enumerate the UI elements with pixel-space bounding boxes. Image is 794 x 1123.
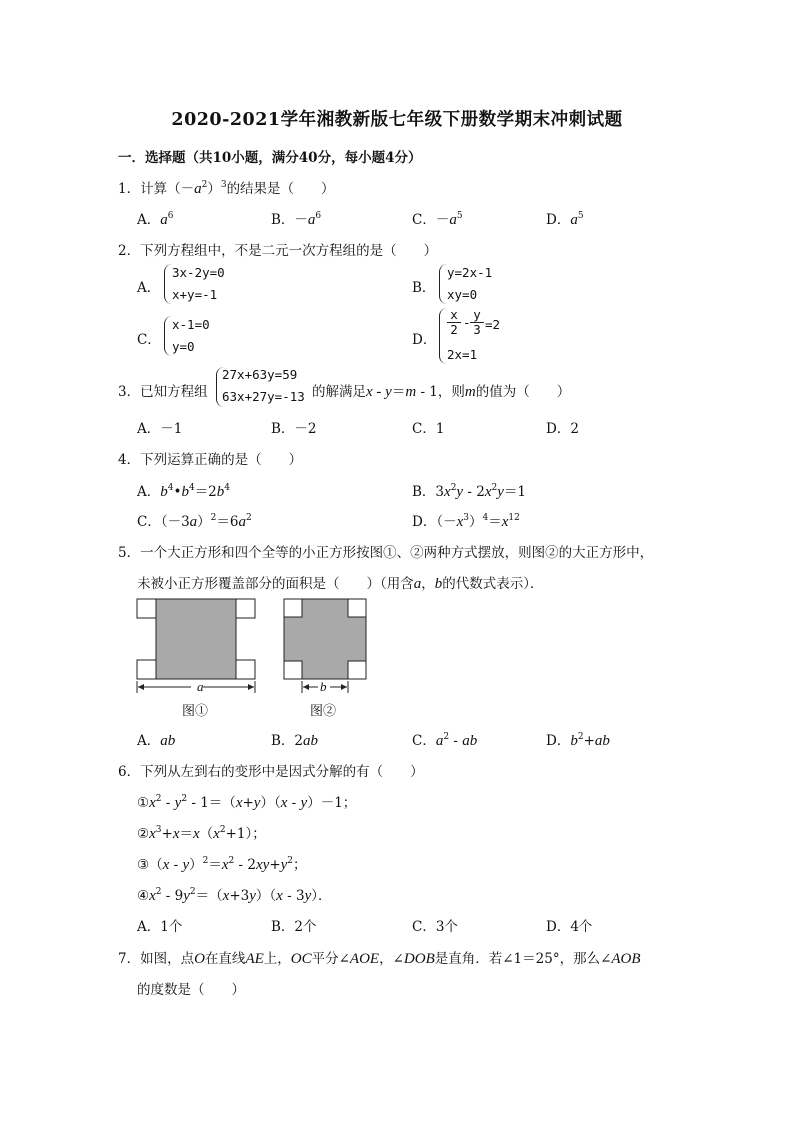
q6-item-1: $①x^2 - y^2 - 1=(x+y)(x - y)-1$；: [137, 794, 357, 811]
page-title: 2020-2021学年湘教新版七年级下册数学期末冲刺试题: [171, 110, 623, 130]
q5-fig2-caption: 图②: [310, 704, 337, 719]
q3-pre: 3．已知方程组: [118, 384, 208, 400]
q3-post-a: 的解满足: [312, 384, 366, 400]
frac-den: 2: [447, 322, 461, 337]
q1-exp-3: 3: [220, 180, 227, 190]
q2-d-frac1: [447, 308, 461, 337]
q3-line1: 27x+63y=59: [222, 367, 298, 382]
q2-a-line2: x+y=-1: [172, 287, 218, 302]
q6-option-b[interactable]: B．2个: [271, 919, 317, 935]
q3-option-a[interactable]: A．－1: [137, 421, 183, 437]
frac-num: y: [473, 307, 481, 322]
q6-option-d[interactable]: D．4个: [546, 919, 593, 935]
q3-post-d: 的值为（ ）: [475, 384, 571, 400]
q5-fig1-label: a: [197, 679, 204, 694]
option-exp: 5: [577, 211, 584, 221]
q3-var-m2: m: [464, 384, 476, 400]
q2-a-line1: 3x-2y=0: [172, 265, 225, 280]
q7-text-f: 是直角．若∠1＝25°，那么∠: [434, 951, 612, 967]
q7-line-ae: AE: [245, 951, 264, 967]
q6-item-3: ③（x - $y)^2=x^2 - 2xy+y^2$；: [137, 856, 307, 873]
option-label: C．: [412, 733, 436, 749]
q3-post-c: - 1，则: [416, 384, 465, 400]
q1-exp-2: 2: [201, 180, 208, 190]
q7-line1: [118, 947, 641, 968]
q2-d-minus: -: [463, 315, 471, 330]
q7-text-d: 平分∠: [311, 951, 350, 967]
option-label: B．: [412, 484, 436, 500]
section-heading: 一．选择题（共10小题，满分40分，每小题4分）: [118, 150, 422, 166]
q7-text-a: 7．如图，点: [118, 951, 195, 967]
option-exp: 6: [315, 211, 322, 221]
option-label: D．: [546, 212, 571, 228]
option-label: D．（－: [412, 514, 457, 530]
q2-c-line1: x-1=0: [172, 317, 210, 332]
q4-option-c[interactable]: C．$(-3a)^2=6a^2$: [137, 513, 252, 530]
q3-post-b: ＝: [391, 384, 406, 400]
q5-option-b[interactable]: B．2ab: [271, 733, 319, 749]
q1-stem-post: 的结果是（ ）: [226, 181, 335, 197]
q3-var-m: m: [405, 384, 417, 400]
q6-item-2: $②x^3+x=x(x^2+1)$；: [137, 825, 266, 842]
q3-option-b[interactable]: B．－2: [271, 421, 317, 437]
q5-var-b: b: [434, 576, 443, 592]
option-exp: 6: [167, 211, 174, 221]
q4-option-b[interactable]: B．$3x^2y - 2x^2y=1$: [412, 483, 526, 500]
q2-option-b-label[interactable]: B．: [412, 280, 436, 296]
q2-option-d-label[interactable]: D．: [412, 332, 437, 348]
q1-option-a[interactable]: [137, 208, 173, 229]
q1-option-c[interactable]: [412, 208, 463, 229]
q5-fig1-caption: 图①: [182, 704, 209, 719]
option-label: B．－: [271, 212, 308, 228]
q5-fig2-label: b: [320, 679, 327, 694]
q4-option-d[interactable]: D．$(-x^3)^4=x^{12}$: [412, 513, 520, 530]
q6-item-4: $④x^2 - 9y^2=(x+3y)(x - 3y)$．: [137, 887, 332, 904]
q2-d-line2: 2x=1: [447, 347, 478, 362]
q2-c-line2: y=0: [172, 339, 195, 354]
q2-stem: 2．下列方程组中，不是二元一次方程组的是（ ）: [118, 243, 438, 259]
q6-option-c[interactable]: C．3个: [412, 919, 458, 935]
option-base: a: [307, 212, 316, 228]
q4-stem: 4．下列运算正确的是（ ）: [118, 452, 303, 468]
q7-point-o: O: [194, 951, 205, 967]
q7-ray-oc: OC: [290, 951, 312, 967]
q5-line2: [137, 572, 544, 593]
q2-option-c-label[interactable]: C．: [137, 332, 161, 348]
q7-text-c: 上，: [263, 951, 291, 967]
q3-line2: 63x+27y=-13: [222, 389, 305, 404]
q7-angle-aoe: AOE: [349, 951, 380, 967]
option-label: C．（－3: [137, 514, 190, 530]
q3-option-c[interactable]: C．1: [412, 421, 445, 437]
q7-angle-aob: AOB: [611, 951, 641, 967]
option-base: a: [160, 212, 168, 228]
q5-option-d[interactable]: D．$b^2+ab$: [546, 732, 610, 749]
q5-option-c[interactable]: C．$a^2$ - ab: [412, 732, 478, 749]
q1-stem: [118, 177, 335, 198]
q5-line2-a: 未被小正方形覆盖部分的面积是（ ）（用含: [137, 576, 414, 592]
option-label: A．: [137, 212, 161, 228]
q1-option-b[interactable]: [271, 208, 321, 229]
option-base: a: [570, 212, 578, 228]
q1-close: ）: [207, 181, 221, 197]
option-label: A．: [137, 484, 161, 500]
q7-line2: 的度数是（ ）: [137, 982, 245, 998]
q2-d-frac2: [470, 308, 484, 337]
q7-angle-dob: DOB: [403, 951, 435, 967]
q1-option-d[interactable]: [546, 208, 584, 229]
q3-post: [312, 380, 570, 401]
q3-expr: x - y: [366, 384, 392, 400]
q1-var-a: a: [194, 181, 202, 197]
q2-option-a-label[interactable]: A．: [137, 280, 161, 296]
q6-option-a[interactable]: A．1个: [137, 919, 183, 935]
frac-num: x: [450, 307, 458, 322]
q6-stem: 6．下列从左到右的变形中是因式分解的有（ ）: [118, 764, 424, 780]
q5-comma: ，: [421, 576, 435, 592]
q7-text-b: 在直线: [204, 951, 246, 967]
q4-option-a[interactable]: A．$b^4•b^4=2b^4$: [137, 483, 231, 500]
q2-b-line1: y=2x-1: [447, 265, 493, 280]
q5-line2-b: 的代数式表示）．: [442, 576, 544, 592]
option-label: D．: [546, 733, 571, 749]
q5-line1: 5．一个大正方形和四个全等的小正方形按图①、②两种方式摆放，则图②的大正方形中，: [118, 545, 654, 561]
q1-stem-pre: 1．计算（－: [118, 181, 195, 197]
frac-den: 3: [470, 322, 484, 337]
option-label: C．－: [412, 212, 450, 228]
option-exp: 5: [456, 211, 463, 221]
option-label: B．2: [271, 733, 304, 749]
option-base: a: [449, 212, 457, 228]
q5-option-a[interactable]: A．ab: [137, 733, 176, 749]
q7-text-e: ，∠: [379, 951, 404, 967]
q5-var-a: a: [413, 576, 422, 592]
option-label: A．: [137, 733, 161, 749]
q2-d-eq: =2: [485, 317, 501, 332]
q3-option-d[interactable]: D．2: [546, 421, 579, 437]
q2-b-line2: xy=0: [447, 287, 478, 302]
